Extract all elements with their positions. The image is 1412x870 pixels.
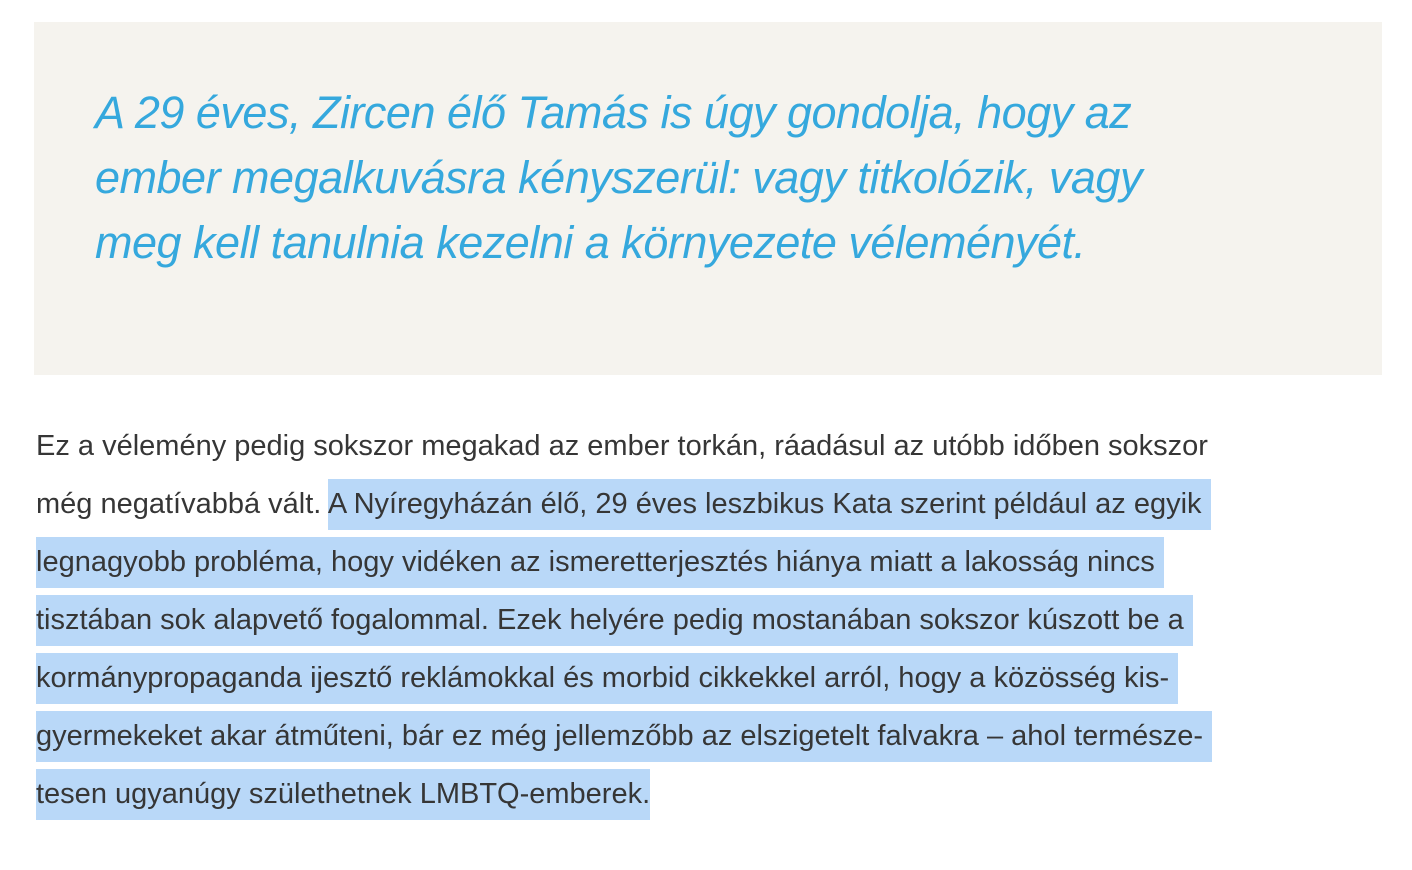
paragraph-line [36, 707, 1412, 765]
paragraph-line [36, 475, 1412, 533]
selected-text-segment: legnagyobb probléma, hogy vidéken az ismeretterjesztés hiánya miatt a lakosság nincs [36, 537, 1164, 588]
pull-quote-line: meg kell tanulnia kezelni a környezete véleményét. [95, 217, 1086, 268]
article-page [0, 22, 1412, 870]
article-paragraph [36, 417, 1412, 823]
pull-quote-block [34, 22, 1382, 375]
paragraph-line [36, 533, 1412, 591]
selected-text-segment: tesen ugyanúgy születhetnek LMBTQ-emberek. [36, 769, 650, 820]
pull-quote-line: A 29 éves, Zircen élő Tamás is úgy gondolja, hogy az [95, 87, 1132, 138]
paragraph-line [36, 591, 1412, 649]
selected-text-segment: A Nyíregyházán élő, 29 éves leszbikus Kata szerint például az egyik [328, 479, 1211, 530]
selected-text-segment: gyermekeket akar átműteni, bár ez még jellemzőbb az elszigetelt falvakra – ahol természe- [36, 711, 1212, 762]
text-segment: Ez a vélemény pedig sokszor megakad az ember torkán, ráadásul az utóbb időben sokszor [36, 430, 1208, 462]
pull-quote-line: ember megalkuvásra kényszerül: vagy titkolózik, vagy [95, 152, 1142, 203]
selected-text-segment: kormánypropaganda ijesztő reklámokkal és morbid cikkekkel arról, hogy a közösség kis- [36, 653, 1178, 704]
selected-text-segment: tisztában sok alapvető fogalommal. Ezek helyére pedig mostanában sokszor kúszott be a [36, 595, 1193, 646]
text-segment: még negatívabbá vált. [36, 488, 328, 520]
paragraph-line [36, 417, 1412, 475]
paragraph-line [36, 765, 1412, 823]
paragraph-line [36, 649, 1412, 707]
